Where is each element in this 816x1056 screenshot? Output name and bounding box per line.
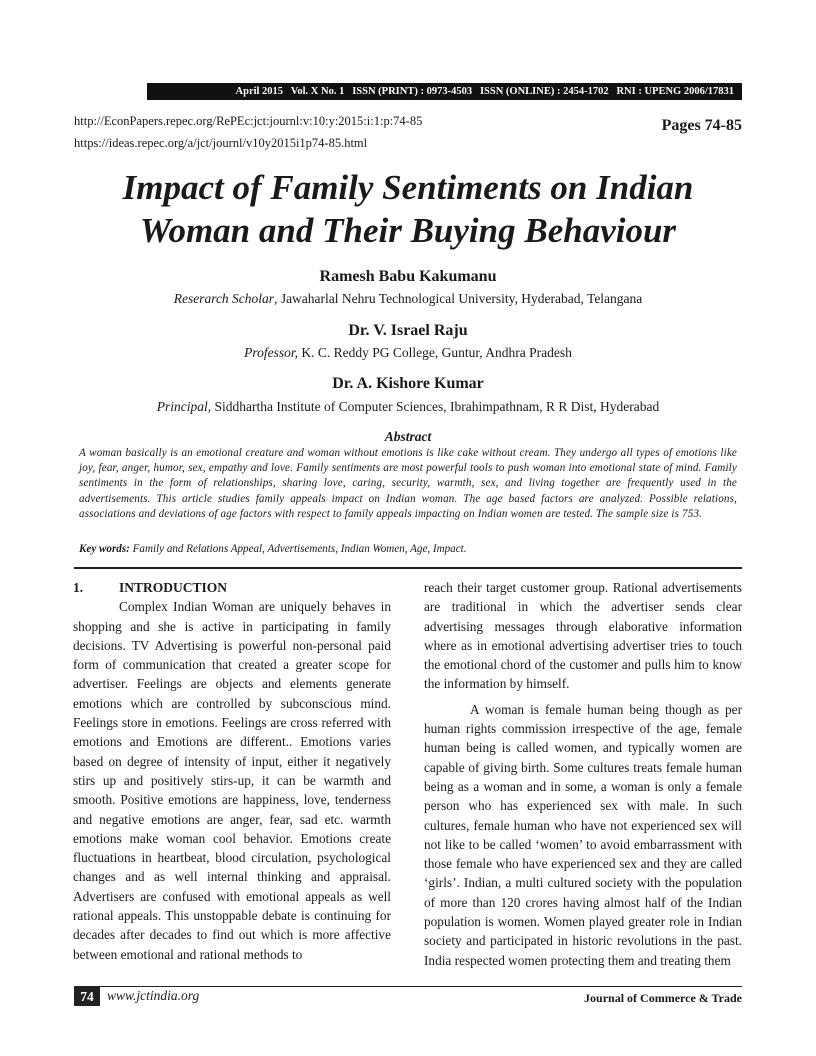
keywords (79, 543, 737, 555)
author-3-affiliation (74, 399, 742, 415)
right-column (424, 578, 742, 970)
author-3-institution: Siddhartha Institute of Computer Sciences, Ibrahimpathnam, R R Dist, Hyderabad (211, 399, 660, 414)
section-heading (73, 578, 391, 597)
abstract-text: A woman basically is an emotional creature and woman without emotions is like cake without cream. They undergo all types of emotions like joy, fear, anger, humor, sex, empathy and love. Family sentiments are most powerful tools to push woman into emotional state of mind. Family sentiments in the form of relationships, sharing love, caring, security, warmth, sex, and living together are frequently used in the advertisements. This article studies family appeals impact on Indian woman. The age based factors are analyzed. Possible relations, associations and deviations of age factors with respect to family appeals impacting on Indian women are tested. The sample size is 753. (79, 447, 737, 520)
footer-divider (74, 986, 742, 987)
author-2-name: Dr. V. Israel Raju (348, 322, 468, 339)
page-range: Pages 74-85 (661, 117, 742, 134)
author-2-affiliation (74, 345, 742, 361)
author-3-role: Principal, (156, 399, 212, 414)
author-1-name: Ramesh Babu Kakumanu (319, 268, 497, 285)
author-1-role: Reserarch Scholar (173, 291, 275, 306)
journal-website[interactable]: www.jctindia.org (107, 988, 200, 1003)
author-1-institution: , Jawaharlal Nehru Technological University, Hyderabad, Telangana (274, 291, 643, 306)
title-line-1: Impact of Family Sentiments on Indian (122, 168, 694, 207)
intro-paragraph-1: Complex Indian Woman are uniquely behaves in shopping and she is active in participating in family decisions. TV Advertising is powerful non-personal paid form of communication that created a greater scope for advertiser. Feelings are objects and elements generate emotions which are controlled by subconscious mind. Feelings store in emotions. Feelings are cross referred with emotions and Emotions are different.. Emotions varies based on degree of intensity of input, either it negatively stirs up and positively stirs-up, it can be warmth and smooth. Positive emotions are happiness, love, tenderness and negative emotions are anger, fear, sad etc. warmth emotions make woman cool behavior. Emotions create fluctuations in heartbeat, blood circulation, psychological changes and as well internal thinking and appraisal. Advertisers are confused with emotional appeals as well rational appeals. This unstoppable debate is continuing for decades after decades to find out which is more affective between emotional and rational methods to (73, 599, 391, 962)
author-2-role: Professor, (244, 345, 298, 360)
issue-info-bar: April 2015 Vol. X No. 1 ISSN (PRINT) : 0973-4503 ISSN (ONLINE) : 2454-1702 RNI : UPENG 2006/17831 (147, 83, 742, 100)
title-line-2: Woman and Their Buying Behaviour (139, 211, 677, 250)
ideas-url[interactable]: https://ideas.repec.org/a/jct/journl/v10y2015i1p74-85.html (74, 136, 368, 150)
section-number: 1. (73, 580, 84, 595)
econpapers-url[interactable]: http://EconPapers.repec.org/RePEc:jct:journl:v:10:y:2015:i:1:p:74-85 (74, 114, 423, 128)
section-title: INTRODUCTION (119, 580, 228, 595)
intro-paragraph-2: reach their target customer group. Rational advertisements are traditional in which the advertiser sends clear advertising messages through elaborative information where as in emotional advertising advertiser tries to touch the emotional chord of the customer and pulls him to know the information by himself. (424, 580, 742, 692)
left-column (73, 578, 391, 964)
journal-name: Journal of Commerce & Trade (584, 991, 742, 1005)
author-1-affiliation (74, 291, 742, 307)
author-3-name: Dr. A. Kishore Kumar (332, 375, 484, 392)
author-2-institution: K. C. Reddy PG College, Guntur, Andhra Pradesh (297, 345, 572, 360)
page-number: 74 (74, 987, 100, 1006)
abstract-heading: Abstract (384, 429, 432, 444)
intro-paragraph-3: A woman is female human being though as per human rights commission irrespective of the age, female human being is called women, and typically women are capable of giving birth. Some cultures treats female human being as a woman and in some, a woman is only a female person who has experienced sex with male. In such cultures, female human who have not experienced sex will not like to be called ‘women’ to avoid embarrassment with those female who have experienced sex and they are called ‘girls’. Indian, a multi cultured society with the population of more than 120 crores having almost half of the Indian population is women. Women played greater role in Indian society and participated in historic revolutions in the past. India respected women protecting them and treating them (424, 701, 742, 968)
abstract-divider (74, 567, 742, 569)
keywords-list: Family and Relations Appeal, Advertisements, Indian Women, Age, Impact. (129, 543, 467, 555)
paper-title (74, 166, 742, 252)
keywords-label: Key words: (79, 543, 130, 555)
